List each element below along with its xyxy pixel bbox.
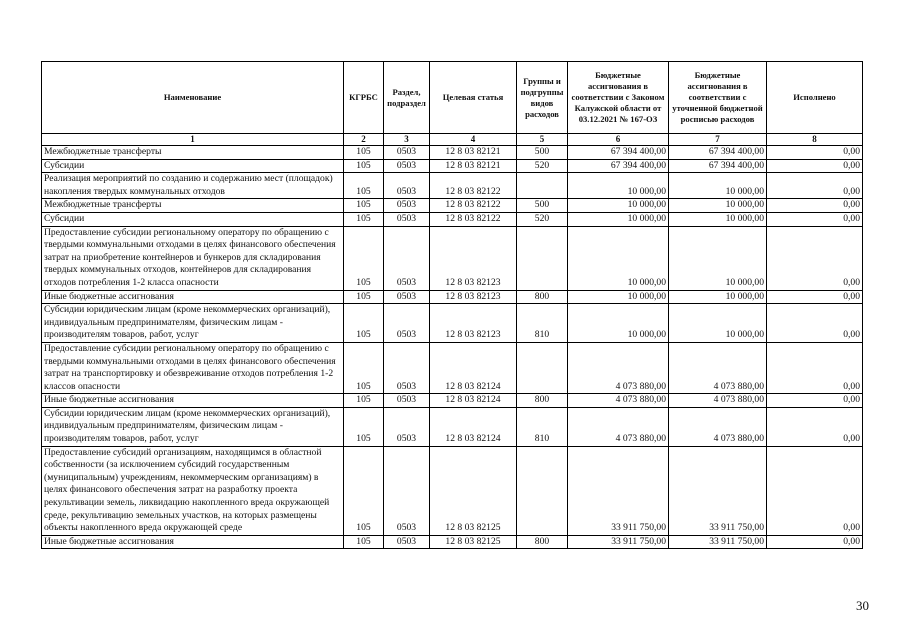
law-allocation-cell: 4 073 880,00: [568, 342, 669, 393]
table-row: [42, 394, 863, 408]
law-allocation-cell: 4 073 880,00: [568, 394, 669, 408]
column-number: 7: [669, 134, 767, 146]
column-number: 4: [430, 134, 517, 146]
kgrbs-cell: 105: [344, 394, 384, 408]
row-name-cell: Предоставление субсидии региональному оператору по обращению с твердыми коммунальными отходами в целях финансового обеспечения затрат на приобретение контейнеров и бункеров для складирования твердых коммунальных отходов, контейнеров для складирования отходов потребления 1-2 класса опасности: [42, 226, 344, 290]
column-number: 2: [344, 134, 384, 146]
table-row: [42, 199, 863, 213]
header-name: Наименование: [42, 62, 344, 134]
executed-cell: 0,00: [767, 446, 863, 535]
section-cell: 0503: [384, 199, 430, 213]
target-article-cell: 12 8 03 82122: [430, 199, 517, 213]
expense-group-cell: [517, 226, 568, 290]
expense-group-cell: 810: [517, 407, 568, 446]
target-article-cell: 12 8 03 82123: [430, 304, 517, 343]
refined-allocation-cell: 10 000,00: [669, 290, 767, 304]
section-cell: 0503: [384, 146, 430, 160]
table-row: [42, 342, 863, 393]
section-cell: 0503: [384, 212, 430, 226]
expense-group-cell: 500: [517, 199, 568, 213]
kgrbs-cell: 105: [344, 290, 384, 304]
row-name-cell: Межбюджетные трансферты: [42, 146, 344, 160]
executed-cell: 0,00: [767, 342, 863, 393]
executed-cell: 0,00: [767, 290, 863, 304]
row-name-cell: Предоставление субсидий организациям, находящимся в областной собственности (за исключением субсидий государственным (муниципальным) учреждениям, некоммерческим организациям) в целях финансового обеспечения затрат на разработку проекта рекультивации земель, ликвидацию накопленного вреда окружающей среде, рекультивацию земельных участков, на которых размещены объекты накопленного вреда окружающей среде: [42, 446, 344, 535]
target-article-cell: 12 8 03 82121: [430, 159, 517, 173]
row-name-cell: Иные бюджетные ассигнования: [42, 394, 344, 408]
executed-cell: 0,00: [767, 146, 863, 160]
section-cell: 0503: [384, 173, 430, 199]
expense-group-cell: 520: [517, 212, 568, 226]
table-row: [42, 226, 863, 290]
kgrbs-cell: 105: [344, 226, 384, 290]
column-number: 1: [42, 134, 344, 146]
section-cell: 0503: [384, 304, 430, 343]
section-cell: 0503: [384, 446, 430, 535]
executed-cell: 0,00: [767, 535, 863, 549]
law-allocation-cell: 10 000,00: [568, 290, 669, 304]
kgrbs-cell: 105: [344, 535, 384, 549]
target-article-cell: 12 8 03 82122: [430, 212, 517, 226]
header-kgrbs: КГРБС: [344, 62, 384, 134]
table-body: [42, 146, 863, 549]
table-row: [42, 446, 863, 535]
law-allocation-cell: 10 000,00: [568, 173, 669, 199]
kgrbs-cell: 105: [344, 173, 384, 199]
section-cell: 0503: [384, 290, 430, 304]
budget-table: [41, 61, 863, 549]
expense-group-cell: 800: [517, 290, 568, 304]
expense-group-cell: [517, 446, 568, 535]
header-section: Раздел, подраздел: [384, 62, 430, 134]
row-name-cell: Субсидии: [42, 212, 344, 226]
expense-group-cell: 800: [517, 394, 568, 408]
kgrbs-cell: 105: [344, 146, 384, 160]
law-allocation-cell: 10 000,00: [568, 212, 669, 226]
refined-allocation-cell: 67 394 400,00: [669, 159, 767, 173]
executed-cell: 0,00: [767, 394, 863, 408]
kgrbs-cell: 105: [344, 342, 384, 393]
expense-group-cell: 810: [517, 304, 568, 343]
header-expense-group: Группы и подгруппы видов расходов: [517, 62, 568, 134]
column-number: 3: [384, 134, 430, 146]
table-row: [42, 407, 863, 446]
target-article-cell: 12 8 03 82124: [430, 407, 517, 446]
target-article-cell: 12 8 03 82121: [430, 146, 517, 160]
header-refined-allocation: Бюджетные ассигнования в соответствии с уточненной бюджетной росписью расходов: [669, 62, 767, 134]
law-allocation-cell: 33 911 750,00: [568, 446, 669, 535]
target-article-cell: 12 8 03 82125: [430, 535, 517, 549]
law-allocation-cell: 10 000,00: [568, 199, 669, 213]
expense-group-cell: [517, 173, 568, 199]
row-name-cell: Межбюджетные трансферты: [42, 199, 344, 213]
expense-group-cell: [517, 342, 568, 393]
refined-allocation-cell: 10 000,00: [669, 173, 767, 199]
refined-allocation-cell: 10 000,00: [669, 199, 767, 213]
table-row: [42, 212, 863, 226]
executed-cell: 0,00: [767, 159, 863, 173]
law-allocation-cell: 33 911 750,00: [568, 535, 669, 549]
executed-cell: 0,00: [767, 173, 863, 199]
table-row: [42, 159, 863, 173]
column-number: 8: [767, 134, 863, 146]
kgrbs-cell: 105: [344, 407, 384, 446]
target-article-cell: 12 8 03 82124: [430, 394, 517, 408]
refined-allocation-cell: 4 073 880,00: [669, 394, 767, 408]
kgrbs-cell: 105: [344, 446, 384, 535]
law-allocation-cell: 67 394 400,00: [568, 159, 669, 173]
header-target-article: Целевая статья: [430, 62, 517, 134]
section-cell: 0503: [384, 407, 430, 446]
table-row: [42, 535, 863, 549]
table-row: [42, 304, 863, 343]
row-name-cell: Субсидии юридическим лицам (кроме некоммерческих организаций), индивидуальным предпринимателям, физическим лицам - производителям товаров, работ, услуг: [42, 304, 344, 343]
refined-allocation-cell: 10 000,00: [669, 226, 767, 290]
target-article-cell: 12 8 03 82125: [430, 446, 517, 535]
target-article-cell: 12 8 03 82123: [430, 226, 517, 290]
kgrbs-cell: 105: [344, 199, 384, 213]
section-cell: 0503: [384, 535, 430, 549]
row-name-cell: Субсидии: [42, 159, 344, 173]
executed-cell: 0,00: [767, 226, 863, 290]
column-number: 6: [568, 134, 669, 146]
kgrbs-cell: 105: [344, 304, 384, 343]
executed-cell: 0,00: [767, 199, 863, 213]
row-name-cell: Реализация мероприятий по созданию и содержанию мест (площадок) накопления твердых коммунальных отходов: [42, 173, 344, 199]
table-row: [42, 173, 863, 199]
law-allocation-cell: 10 000,00: [568, 226, 669, 290]
section-cell: 0503: [384, 159, 430, 173]
target-article-cell: 12 8 03 82122: [430, 173, 517, 199]
section-cell: 0503: [384, 226, 430, 290]
expense-group-cell: 500: [517, 146, 568, 160]
expense-group-cell: 800: [517, 535, 568, 549]
table-row: [42, 290, 863, 304]
law-allocation-cell: 4 073 880,00: [568, 407, 669, 446]
target-article-cell: 12 8 03 82123: [430, 290, 517, 304]
executed-cell: 0,00: [767, 407, 863, 446]
executed-cell: 0,00: [767, 304, 863, 343]
header-row: [42, 62, 863, 134]
refined-allocation-cell: 10 000,00: [669, 304, 767, 343]
kgrbs-cell: 105: [344, 159, 384, 173]
refined-allocation-cell: 4 073 880,00: [669, 342, 767, 393]
section-cell: 0503: [384, 342, 430, 393]
column-numbers-row: [42, 134, 863, 146]
law-allocation-cell: 10 000,00: [568, 304, 669, 343]
kgrbs-cell: 105: [344, 212, 384, 226]
refined-allocation-cell: 67 394 400,00: [669, 146, 767, 160]
executed-cell: 0,00: [767, 212, 863, 226]
expense-group-cell: 520: [517, 159, 568, 173]
section-cell: 0503: [384, 394, 430, 408]
header-executed: Исполнено: [767, 62, 863, 134]
target-article-cell: 12 8 03 82124: [430, 342, 517, 393]
row-name-cell: Иные бюджетные ассигнования: [42, 290, 344, 304]
refined-allocation-cell: 33 911 750,00: [669, 535, 767, 549]
page-number: 30: [856, 598, 869, 613]
refined-allocation-cell: 4 073 880,00: [669, 407, 767, 446]
row-name-cell: Субсидии юридическим лицам (кроме некоммерческих организаций), индивидуальным предпринимателям, физическим лицам - производителям товаров, работ, услуг: [42, 407, 344, 446]
table-row: [42, 146, 863, 160]
column-number: 5: [517, 134, 568, 146]
row-name-cell: Иные бюджетные ассигнования: [42, 535, 344, 549]
refined-allocation-cell: 10 000,00: [669, 212, 767, 226]
refined-allocation-cell: 33 911 750,00: [669, 446, 767, 535]
law-allocation-cell: 67 394 400,00: [568, 146, 669, 160]
header-law-allocation: Бюджетные ассигнования в соответствии с Законом Калужской области от 03.12.2021 № 167-ОЗ: [568, 62, 669, 134]
row-name-cell: Предоставление субсидии региональному оператору по обращению с твердыми коммунальными отходами в целях финансового обеспечения затрат на транспортировку и обезвреживание отходов потребления 1-2 классов опасности: [42, 342, 344, 393]
